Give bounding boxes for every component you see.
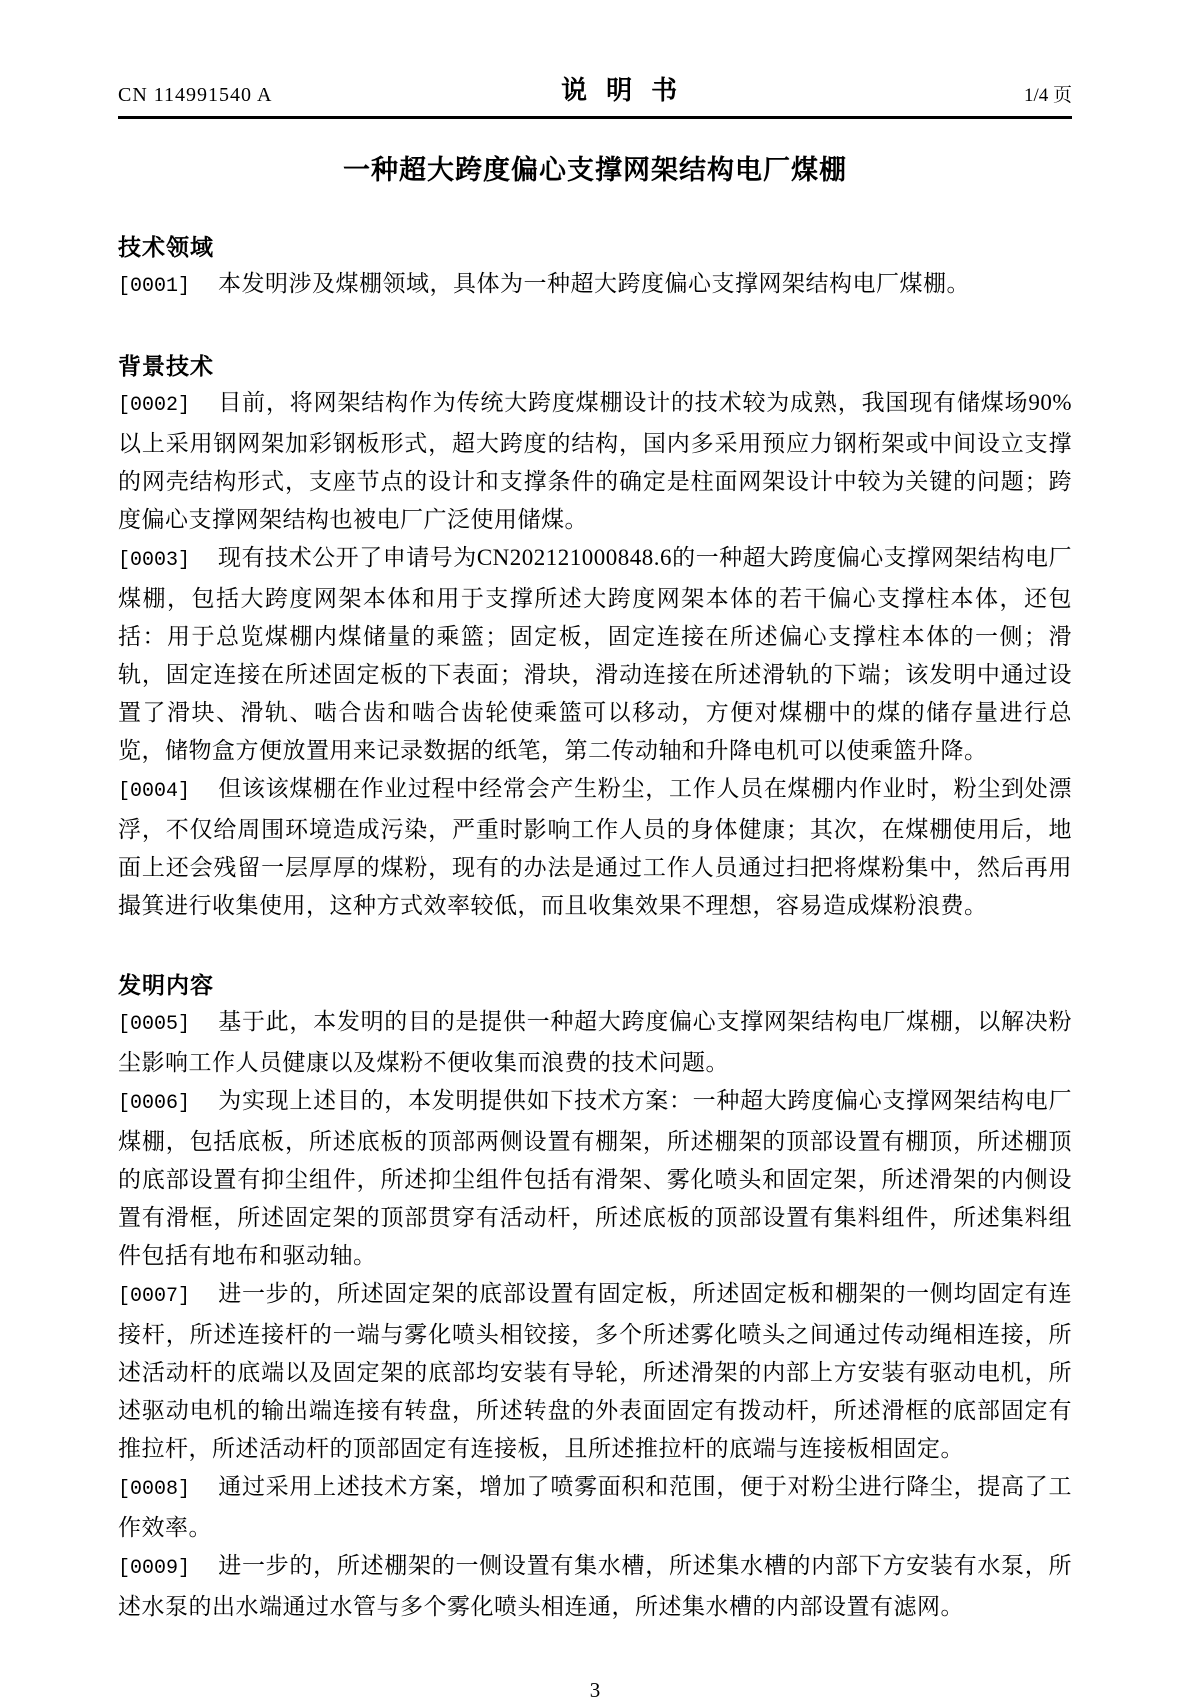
paragraph-text: 进一步的，所述固定架的底部设置有固定板，所述固定板和棚架的一侧均固定有连接杆，所述连接杆的一端与雾化喷头相铰接，多个所述雾化喷头之间通过传动绳相连接，所述活动杆的底端以及固定架的底部均安装有导轮，所述滑架的内部上方安装有驱动电机，所述驱动电机的输出端连接有转盘，所述转盘的外表面固定有拨动杆，所述滑框的底部固定有推拉杆，所述活动杆的顶部固定有连接板，且所述推拉杆的底端与连接板相固定。 bbox=[118, 1281, 1072, 1461]
paragraph-number: [0006] bbox=[118, 1092, 191, 1115]
paragraph-0008 bbox=[118, 1468, 1072, 1547]
page-indicator: 1/4 页 bbox=[1023, 85, 1072, 106]
paragraph-0004 bbox=[118, 770, 1072, 925]
paragraph-text: 基于此，本发明的目的是提供一种超大跨度偏心支撑网架结构电厂煤棚，以解决粉尘影响工作人员健康以及煤粉不便收集而浪费的技术问题。 bbox=[118, 1009, 1072, 1075]
paragraph-text: 进一步的，所述棚架的一侧设置有集水槽，所述集水槽的内部下方安装有水泵，所述水泵的出水端通过水管与多个雾化喷头相连通，所述集水槽的内部设置有滤网。 bbox=[118, 1553, 1072, 1619]
paragraph-0005 bbox=[118, 1003, 1072, 1082]
paragraph-number: [0001] bbox=[118, 275, 191, 298]
paragraph-number: [0009] bbox=[118, 1557, 191, 1580]
paragraph-number: [0008] bbox=[118, 1478, 191, 1501]
paragraph-text: 现有技术公开了申请号为CN202121000848.6的一种超大跨度偏心支撑网架结构电厂煤棚，包括大跨度网架本体和用于支撑所述大跨度网架本体的若干偏心支撑柱本体，还包括：用于总览煤棚内煤储量的乘篮；固定板，固定连接在所述偏心支撑柱本体的一侧；滑轨，固定连接在所述固定板的下表面；滑块，滑动连接在所述滑轨的下端；该发明中通过设置了滑块、滑轨、啮合齿和啮合齿轮使乘篮可以移动，方便对煤棚中的煤的储存量进行总览，储物盒方便放置用来记录数据的纸笔，第二传动轴和升降电机可以使乘篮升降。 bbox=[118, 545, 1072, 763]
paragraph-0006 bbox=[118, 1082, 1072, 1275]
section-heading-technical-field: 技术领域 bbox=[118, 234, 214, 260]
paragraph-0001 bbox=[118, 265, 1072, 306]
paragraph-text: 目前，将网架结构作为传统大跨度煤棚设计的技术较为成熟，我国现有储煤场90%以上采用钢网架加彩钢板形式，超大跨度的结构，国内多采用预应力钢桁架或中间设立支撑的网壳结构形式，支座节点的设计和支撑条件的确定是柱面网架设计中较为关键的问题；跨度偏心支撑网架结构也被电厂广泛使用储煤。 bbox=[118, 390, 1072, 532]
paragraph-text: 通过采用上述技术方案，增加了喷雾面积和范围，便于对粉尘进行降尘，提高了工作效率。 bbox=[118, 1474, 1072, 1540]
paragraph-number: [0004] bbox=[118, 780, 191, 803]
paragraph-0007 bbox=[118, 1275, 1072, 1468]
patent-title: 一种超大跨度偏心支撑网架结构电厂煤棚 bbox=[343, 155, 847, 185]
document-type-label: 说 明 书 bbox=[561, 76, 680, 105]
paragraph-0009 bbox=[118, 1547, 1072, 1626]
paragraph-text: 本发明涉及煤棚领域，具体为一种超大跨度偏心支撑网架结构电厂煤棚。 bbox=[218, 271, 971, 296]
paragraph-number: [0002] bbox=[118, 394, 191, 417]
section-heading-background: 背景技术 bbox=[118, 353, 214, 379]
paragraph-text: 但该该煤棚在作业过程中经常会产生粉尘，工作人员在煤棚内作业时，粉尘到处漂浮，不仅给周围环境造成污染，严重时影响工作人员的身体健康；其次，在煤棚使用后，地面上还会残留一层厚厚的煤粉，现有的办法是通过工作人员通过扫把将煤粉集中，然后再用撮箕进行收集使用，这种方式效率较低，而且收集效果不理想，容易造成煤粉浪费。 bbox=[118, 776, 1072, 918]
section-heading-summary: 发明内容 bbox=[118, 972, 214, 998]
paragraph-number: [0005] bbox=[118, 1013, 191, 1036]
publication-number: CN 114991540 A bbox=[118, 84, 273, 106]
paragraph-number: [0003] bbox=[118, 549, 191, 572]
page-header bbox=[118, 0, 1072, 119]
paragraph-number: [0007] bbox=[118, 1285, 191, 1308]
paragraph-0003 bbox=[118, 539, 1072, 770]
paragraph-text: 为实现上述目的，本发明提供如下技术方案：一种超大跨度偏心支撑网架结构电厂煤棚，包括底板，所述底板的顶部两侧设置有棚架，所述棚架的顶部设置有棚顶，所述棚顶的底部设置有抑尘组件，所述抑尘组件包括有滑架、雾化喷头和固定架，所述滑架的内侧设置有滑框，所述固定架的顶部贯穿有活动杆，所述底板的顶部设置有集料组件，所述集料组件包括有地布和驱动轴。 bbox=[118, 1088, 1072, 1268]
paragraph-0002 bbox=[118, 384, 1072, 539]
footer-page-number: 3 bbox=[589, 1678, 601, 1702]
